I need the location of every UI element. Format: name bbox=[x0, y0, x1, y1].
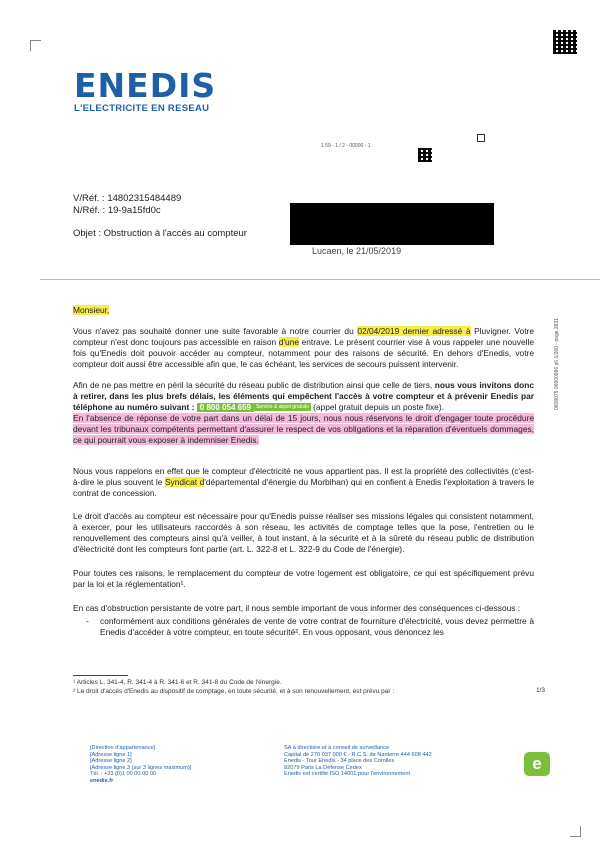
scan-corner-mark bbox=[570, 826, 581, 837]
phone-tag: Service & appel gratuits bbox=[255, 404, 309, 411]
enedis-logo: ENEDIS bbox=[74, 66, 217, 105]
reference-client: V/Réf. : 14802315484489 bbox=[73, 193, 182, 204]
letter-date: Lucaen, le 21/05/2019 bbox=[312, 246, 402, 256]
paragraph-4: Nous vous rappelons en effet que le compteur d'électricité ne vous appartient pas. Il est la propriété des collectivités (c'est-à-dire le plus souvent le Syndicat d'départemental d'énergie du Morbihan) qui en confient à Enedis l'exploitation à travers le contrat de concession. bbox=[73, 466, 535, 498]
footer-address: [Direction d'appartenance] [Adresse ligne 1] [Adresse ligne 2] [Adresse ligne 3 (sur 3 lignes maximum)] Tél. : +33 (0)1 00 00 00 00 enedis.fr bbox=[90, 745, 192, 784]
footnote-2: ² Le droit d'accès d'Enedis au dispositif de comptage, en toute sécurité, et à son renouvellement, est prévu par : bbox=[73, 688, 395, 695]
paragraph-2: Afin de ne pas mettre en péril la sécurité du réseau public de distribution ainsi que celle de tiers, nous vous invitons donc à retirer, dans les plus brefs délais, les éléments qui empêchent l'accès à votre compteur et à prévenir Enedis par téléphone au numéro suivant : 0 800 054 659 Service & appel gratuits (appel gratuit depuis un poste fixe). bbox=[73, 380, 534, 412]
footnote-1: ¹ Articles L. 341-4, R. 341-4 à R. 341-6 et R. 341-8 du Code de l'énergie. bbox=[73, 679, 282, 686]
checkbox-icon bbox=[477, 134, 485, 142]
bullet-dash-icon: - bbox=[86, 616, 89, 626]
page-fold-line bbox=[40, 279, 600, 280]
paragraph-7: En cas d'obstruction persistante de votre part, il nous semble important de vous informer des conséquences ci-dessous : bbox=[73, 603, 521, 613]
reference-enedis: N/Réf. : 19-9a15fd0c bbox=[73, 205, 161, 216]
phone-number: 0 800 054 659 bbox=[197, 403, 254, 412]
letter-subject: Objet : Obstruction à l'accès au compteur bbox=[73, 228, 247, 239]
paragraph-6: Pour toutes ces raisons, le remplacement du compteur de votre logement est obligatoire, ce qui est spécifiquement prévu par la loi et la réglementation¹. bbox=[73, 568, 534, 589]
side-code: 0608075 06800986 p6 1/260 - page 3831 bbox=[554, 317, 560, 410]
qr-code-icon bbox=[553, 30, 577, 54]
footer-legal: SA à directoire et à conseil de surveillance Capital de 270 037 000 € - R.C.S. de Nanterre 444 608 442 Enedis - Tour Enedis - 34 place des Corolles 92079 Paris La Défense Cedex Enedis est certifié ISO 14001 pour l'environnement bbox=[284, 745, 432, 778]
footnote-divider bbox=[73, 675, 128, 676]
paragraph-1: Vous n'avez pas souhaité donner une suite favorable à notre courrier du 02/04/2019 dernier adressé à Pluvigner. Votre compteur n'est donc toujours pas accessible en raison d'une entrave. Le présent courrier vise à vous rappeler une nouvelle fois qu'Enedis doit pouvoir accéder au compteur, notamment pour des raisons de sécurité. En dehors d'Enedis, votre compteur doit aussi être accessible afin que, le cas échéant, les services de secours puissent intervenir. bbox=[73, 326, 534, 369]
paragraph-3: En l'absence de réponse de votre part dans un délai de 15 jours, nous nous réservons le droit d'engager toute procédure devant les tribunaux compétents permettant d'assurer le respect de vos obligations et la réparation d'éventuels dommages, ce qui pourrait vous exposer à indemniser Enedis. bbox=[73, 413, 534, 445]
salutation: Monsieur, bbox=[73, 305, 110, 315]
datamatrix-icon bbox=[418, 148, 432, 162]
enedis-e-logo-icon: e bbox=[524, 752, 550, 776]
scan-corner-mark bbox=[30, 40, 41, 51]
redacted-address-block bbox=[290, 203, 494, 245]
mail-code: 1 59 - 1 / 2 - 00000 - 1 bbox=[321, 143, 371, 149]
page-number: 1/3 bbox=[536, 687, 546, 694]
bullet-item: - conformément aux conditions générales de vente de votre contrat de fourniture d'électricité, vous devez permettre à Enedis d'accéder à votre compteur, en toute sécurité². En vous opposant, vous dénoncez les bbox=[86, 616, 534, 637]
paragraph-5: Le droit d'accès au compteur est nécessaire pour qu'Enedis puisse réaliser ses missions légales qui consistent notamment, à exercer, pour les utilisateurs raccordés à son réseau, les activités de comptage telles que la pose, l'entretien ou le renouvellement des compteurs ainsi qu'à veiller, à tout instant, à la sécurité et à la sûreté du réseau public de distribution d'électricité dont les compteurs font partie (art. L. 322-8 et L. 322-9 du Code de l'énergie). bbox=[73, 511, 534, 554]
logo-tagline: L'ELECTRICITE EN RESEAU bbox=[74, 103, 210, 114]
